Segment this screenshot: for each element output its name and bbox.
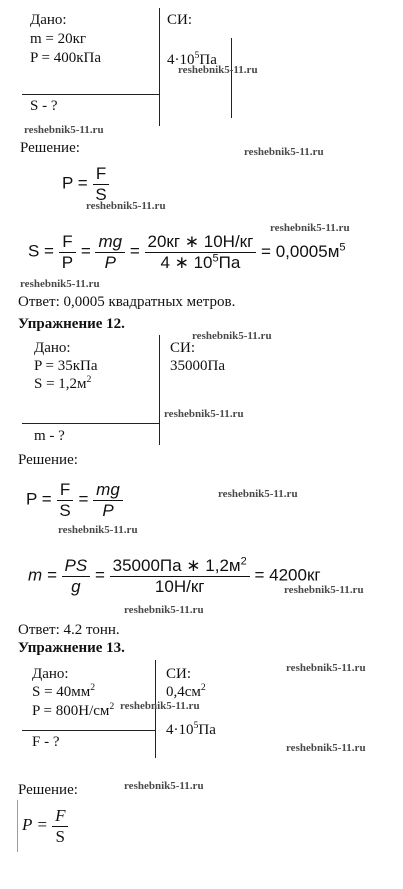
given-area: $S = 40мм^2$: [32, 682, 96, 700]
given-label: Дано:: [32, 666, 69, 682]
cursor-margin-line: [17, 800, 18, 852]
watermark: reshebnik5-11.ru: [124, 604, 204, 616]
watermark: reshebnik5-11.ru: [20, 278, 100, 290]
given-label: Дано:: [34, 340, 71, 356]
answer: Ответ: 0,0005 квадратных метров.: [18, 294, 236, 310]
solution-label: Решение:: [18, 782, 78, 798]
given-pressure: P = 400кПа: [30, 50, 102, 66]
answer: Ответ: 4.2 тонн.: [18, 622, 120, 638]
watermark: reshebnik5-11.ru: [58, 524, 138, 536]
watermark: reshebnik5-11.ru: [286, 662, 366, 674]
formula-pressure: P = $\frac{F}{S}$: [22, 806, 68, 846]
si-pressure: 35000Па: [170, 358, 225, 374]
table-rule: [22, 423, 160, 424]
watermark: reshebnik5-11.ru: [124, 780, 204, 792]
watermark: reshebnik5-11.ru: [192, 330, 272, 342]
watermark: reshebnik5-11.ru: [178, 64, 258, 76]
find-label: m - ?: [34, 428, 65, 444]
watermark: reshebnik5-11.ru: [120, 700, 200, 712]
given-pressure: P = 35кПа: [34, 358, 98, 374]
solution-label: Решение:: [18, 452, 78, 468]
given-area: $S = 1,2м^2$: [34, 374, 92, 392]
formula-pressure: P = $\frac{F}{S}$: [62, 164, 110, 204]
given-mass: m = 20кг: [30, 31, 87, 47]
watermark: reshebnik5-11.ru: [218, 488, 298, 500]
watermark: reshebnik5-11.ru: [270, 222, 350, 234]
watermark: reshebnik5-11.ru: [284, 584, 364, 596]
find-label: S - ?: [30, 98, 58, 114]
watermark: reshebnik5-11.ru: [164, 408, 244, 420]
si-label: СИ:: [166, 666, 192, 682]
watermark: reshebnik5-11.ru: [86, 200, 166, 212]
table-rule: [22, 94, 160, 95]
si-label: СИ:: [170, 340, 196, 356]
watermark: reshebnik5-11.ru: [286, 742, 366, 754]
formula-pressure: P = $\frac{F}{S}$ = $\frac{mg}{P}$: [26, 480, 123, 520]
watermark: reshebnik5-11.ru: [24, 124, 104, 136]
table-divider: [231, 38, 232, 118]
exercise-heading: Упражнение 12.: [18, 316, 125, 332]
watermark: reshebnik5-11.ru: [244, 146, 324, 158]
formula-area: S = $\frac{F}{P}$ = $\frac{mg}{P}$ = $\frac{20кг ∗ 10Н/кг}{4 ∗ 10^5Па}$ = $0,0005м^5$: [28, 232, 346, 272]
solution-label: Решение:: [20, 140, 80, 156]
find-label: F - ?: [32, 734, 60, 750]
exercise-heading: Упражнение 13.: [18, 640, 125, 656]
si-area: $0,4см^2$: [166, 682, 206, 700]
table-divider: [159, 335, 160, 445]
si-label: СИ:: [167, 12, 193, 28]
table-rule: [22, 730, 156, 731]
si-pressure: $4\cdot 10^5Па$: [167, 50, 217, 68]
formula-mass: m = $\frac{PS}{g}$ = $\frac{35000Па ∗ 1,2м^2}{10Н/кг}$ = 4200кг: [28, 555, 321, 596]
si-pressure: $4\cdot 10^5Па$: [166, 720, 216, 738]
given-label: Дано:: [30, 12, 67, 28]
given-pressure: $P = 800Н/см^2$: [32, 701, 115, 719]
table-divider: [159, 8, 160, 126]
